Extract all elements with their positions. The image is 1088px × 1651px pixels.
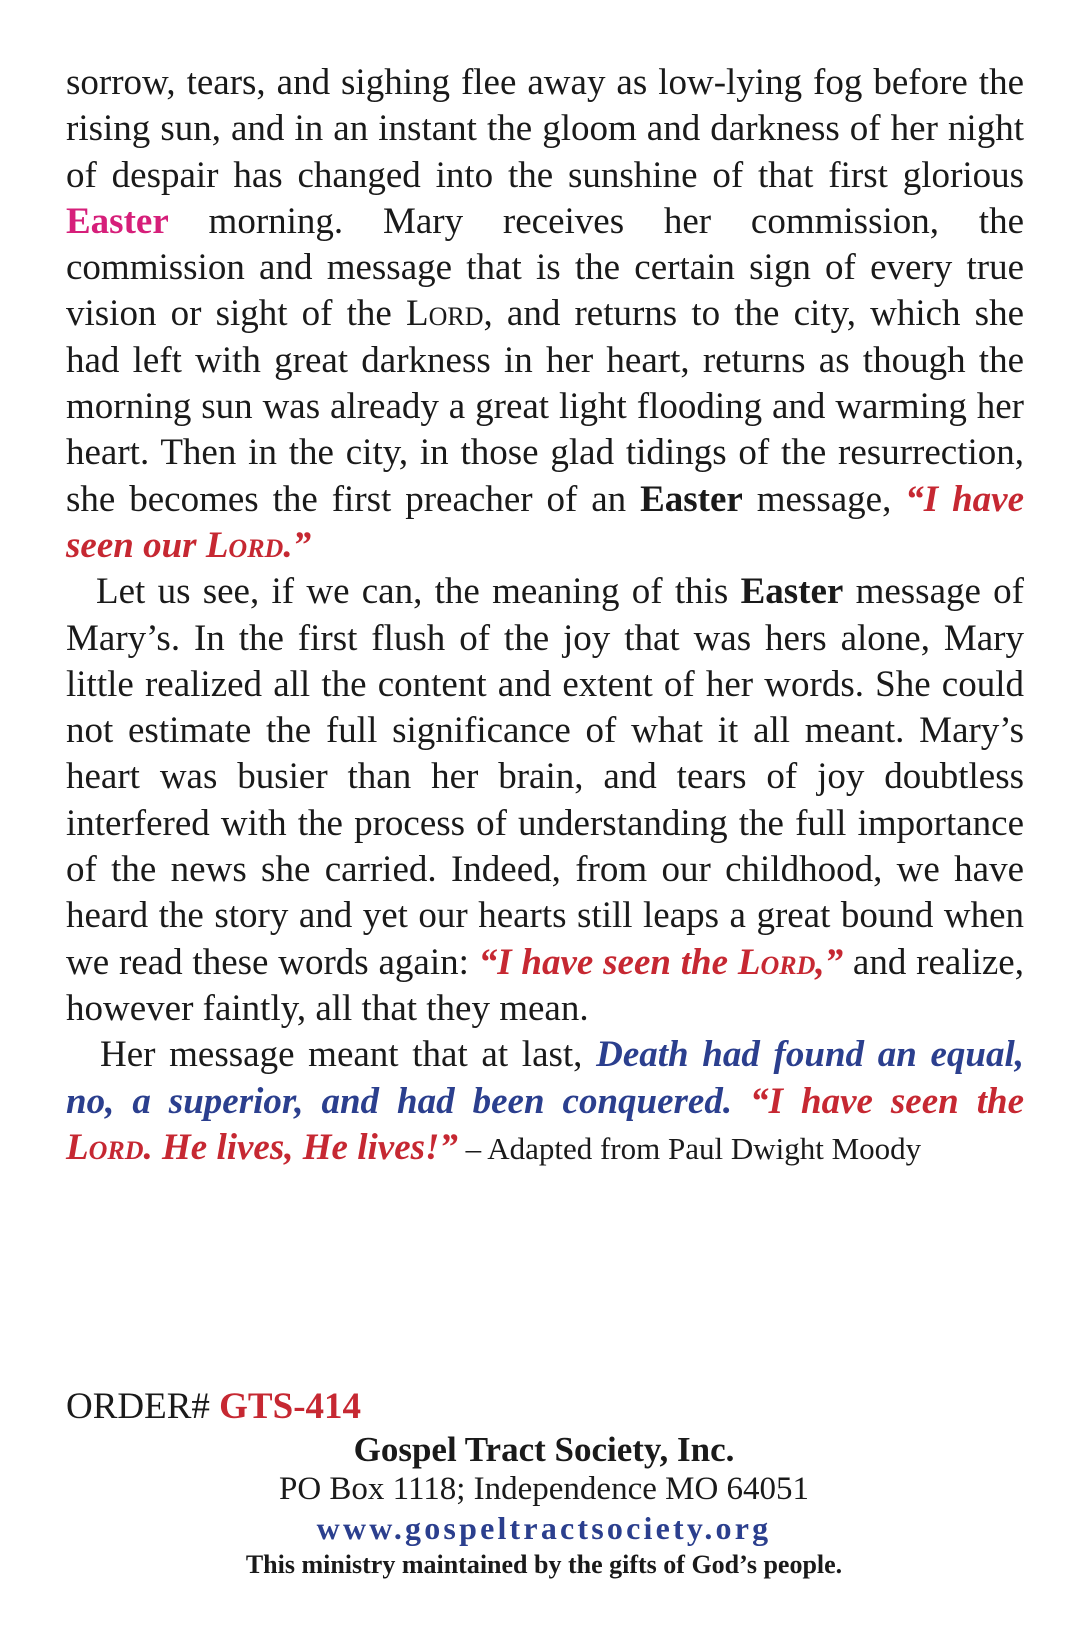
easter-bold-2: Easter	[740, 571, 844, 613]
lord-small-caps: Lord	[406, 293, 484, 335]
p1-text-c: , and returns to the city, which she had left with great darkness in her heart, returns as though the morning sun was already a great light flooding and warming her heart. Then in the city, in those glad tidings of the resurrection, she becomes the first preacher of an	[66, 293, 1024, 520]
p1-text-a: sorrow, tears, and sighing flee away as low-lying fog before the rising sun, and in an instant the gloom and darkness of her night of despair has changed into the sunshine of that first glorious	[66, 62, 1024, 196]
paragraph-1	[66, 60, 1024, 569]
p1-text-d: message,	[742, 478, 906, 520]
quote-1-part-b: .”	[283, 524, 312, 566]
ministry-statement: This ministry maintained by the gifts of God’s people.	[245, 1550, 843, 1579]
quote-1-part-a: “I have seen our	[66, 478, 1024, 566]
p2-text-b: message of Mary’s. In the first flush of the joy that was hers alone, Mary little realized all the content and extent of her words. She could not estimate the full significance of what it all meant. Mary’s heart was busier than her brain, and tears of joy doubtless interfered with the process of understanding the full importance of the news she carried. Indeed, from our childhood, we have heard the story and yet our hearts still leaps a great bound when we read these words again:	[66, 571, 1025, 983]
mailing-address: PO Box 1118; Independence MO 64051	[278, 1471, 810, 1507]
p3-text-a: Her message meant that at last,	[100, 1034, 597, 1076]
order-code: GTS-414	[219, 1386, 362, 1427]
quote-2-part-b: ,”	[815, 941, 844, 983]
p1-text-b: morning. Mary receives her commission, the commission and message that is the certain sign of every true vision or sight of the	[66, 200, 1024, 335]
scripture-quote-2	[479, 942, 843, 983]
attribution: – Adapted from Paul Dwight Moody	[457, 1130, 922, 1166]
quote-2-part-a: “I have seen the	[478, 941, 738, 983]
organization-name: Gospel Tract Society, Inc.	[353, 1430, 735, 1469]
easter-highlight: Easter	[66, 200, 169, 242]
easter-bold: Easter	[640, 478, 743, 520]
quote-3-lord: Lord	[66, 1126, 144, 1168]
publisher-footer	[0, 1430, 1088, 1582]
quote-3-part-a: “I have seen the	[732, 1080, 1024, 1122]
death-conquered-quote: Death had found an equal, no, a superior, and had been conquered.	[66, 1034, 1024, 1122]
p2-text-c: and realize, however faintly, all that they mean.	[66, 941, 1024, 1029]
paragraph-2	[66, 569, 1024, 1032]
p2-text-a: Let us see, if we can, the meaning of this	[96, 571, 741, 613]
order-label: ORDER#	[66, 1386, 220, 1427]
paragraph-3	[66, 1032, 1024, 1172]
quote-3-part-b: . He lives, He lives!”	[143, 1126, 458, 1168]
website-link[interactable]: www.gospeltractsociety.org	[316, 1510, 772, 1546]
tract-body	[66, 60, 1024, 1172]
quote-2-lord: Lord	[737, 941, 816, 983]
order-number	[66, 1385, 361, 1428]
quote-1-lord: Lord	[205, 524, 284, 566]
